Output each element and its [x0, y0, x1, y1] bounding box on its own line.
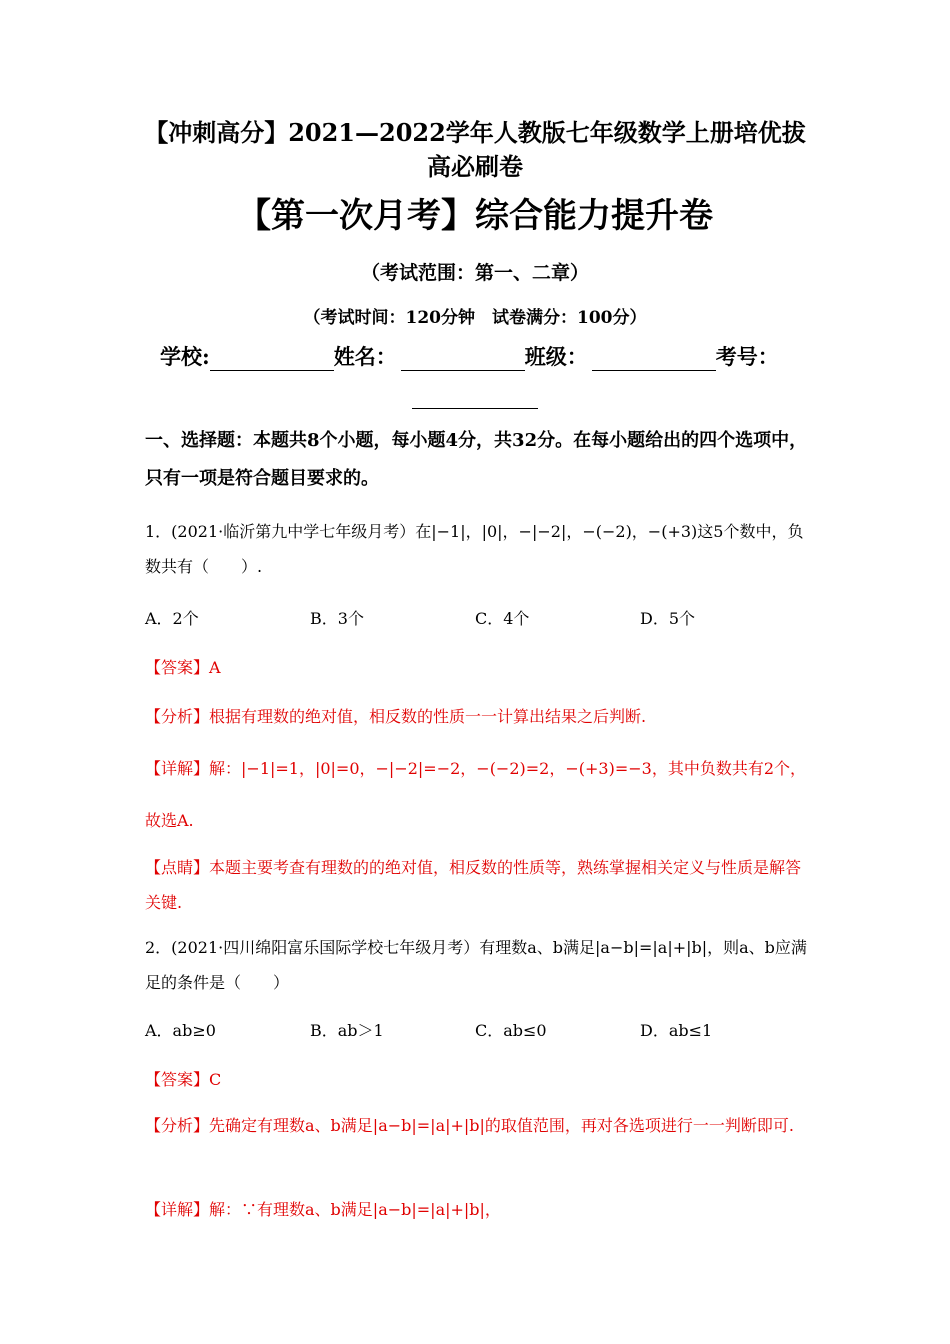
title-line-2: 高必刷卷 [427, 152, 523, 181]
comment-text: 本题主要考查有理数的的绝对值，相反数的性质等，熟练掌握相关定义与性质是解答关键. [145, 858, 802, 912]
class-blank[interactable] [592, 346, 716, 371]
answer-value: C [209, 1070, 222, 1089]
exam-range: （考试范围：第一、二章） [360, 262, 589, 284]
section-heading: 一、选择题：本题共8个小题，每小题4分，共32分。在每小题给出的四个选项中，只有一项是符合题目要求的。 [145, 430, 808, 489]
name-blank[interactable] [401, 346, 525, 371]
q1-option-b: B．3个 [310, 609, 364, 628]
q1-option-a: A．2个 [145, 609, 199, 628]
name-label: 姓名： [333, 344, 397, 369]
detail-tag: 【详解】 [145, 1200, 210, 1219]
q1-option-c: C．4个 [475, 609, 530, 628]
q1-comment [145, 850, 815, 920]
question-2-stem: 2．(2021·四川绵阳富乐国际学校七年级月考）有理数a、b满足|a−b|=|a|+|b|，则a、b应满足的条件是（ ） [145, 938, 807, 992]
school-blank[interactable] [210, 346, 334, 371]
title-line-1: 【冲刺高分】2021—2022学年人教版七年级数学上册培优拔 [144, 118, 806, 147]
answer-tag: 【答案】 [145, 1070, 210, 1089]
school-label: 学校: [160, 344, 210, 369]
q2-analysis [145, 1108, 815, 1143]
q2-detail [145, 1197, 501, 1220]
q2-answer [145, 1067, 221, 1090]
main-title: 【第一次月考】综合能力提升卷 [237, 196, 713, 236]
number-label: 考号： [715, 344, 779, 369]
q2-option-c: C．ab≤0 [475, 1021, 547, 1040]
q2-option-a: A．ab≥0 [145, 1021, 216, 1040]
q1-detail [145, 756, 806, 779]
question-1-stem: 1．(2021·临沂第九中学七年级月考）在|−1|，|0|，−|−2|，−(−2)，−(+3)这5个数中，负数共有（ ）. [145, 522, 804, 576]
comment-tag: 【点睛】 [145, 858, 210, 877]
student-info-line [160, 341, 779, 371]
q2-option-d: D．ab≤1 [640, 1021, 713, 1040]
detail-text: 解：|−1|=1，|0|=0，−|−2|=−2，−(−2)=2，−(+3)=−3，其中负数共有2个， [209, 759, 806, 778]
q1-conclusion: 故选A. [145, 811, 194, 830]
analysis-text: 先确定有理数a、b满足|a−b|=|a|+|b|的取值范围，再对各选项进行一一判断即可. [209, 1116, 795, 1135]
detail-text: 解：∵有理数a、b满足|a−b|=|a|+|b|， [209, 1200, 501, 1219]
analysis-tag: 【分析】 [145, 707, 210, 726]
q1-analysis [145, 704, 646, 727]
q1-option-d: D．5个 [640, 609, 696, 628]
analysis-tag: 【分析】 [145, 1116, 210, 1135]
class-label: 班级： [524, 344, 588, 369]
detail-tag: 【详解】 [145, 759, 210, 778]
analysis-text: 根据有理数的绝对值，相反数的性质一一计算出结果之后判断. [209, 707, 647, 726]
q1-answer [145, 655, 221, 678]
answer-value: A [209, 658, 221, 677]
answer-tag: 【答案】 [145, 658, 210, 677]
exam-time-score: （考试时间：120分钟 试卷满分：100分） [303, 308, 647, 328]
number-blank[interactable] [412, 388, 538, 409]
q2-option-b: B．ab＞1 [310, 1021, 384, 1040]
